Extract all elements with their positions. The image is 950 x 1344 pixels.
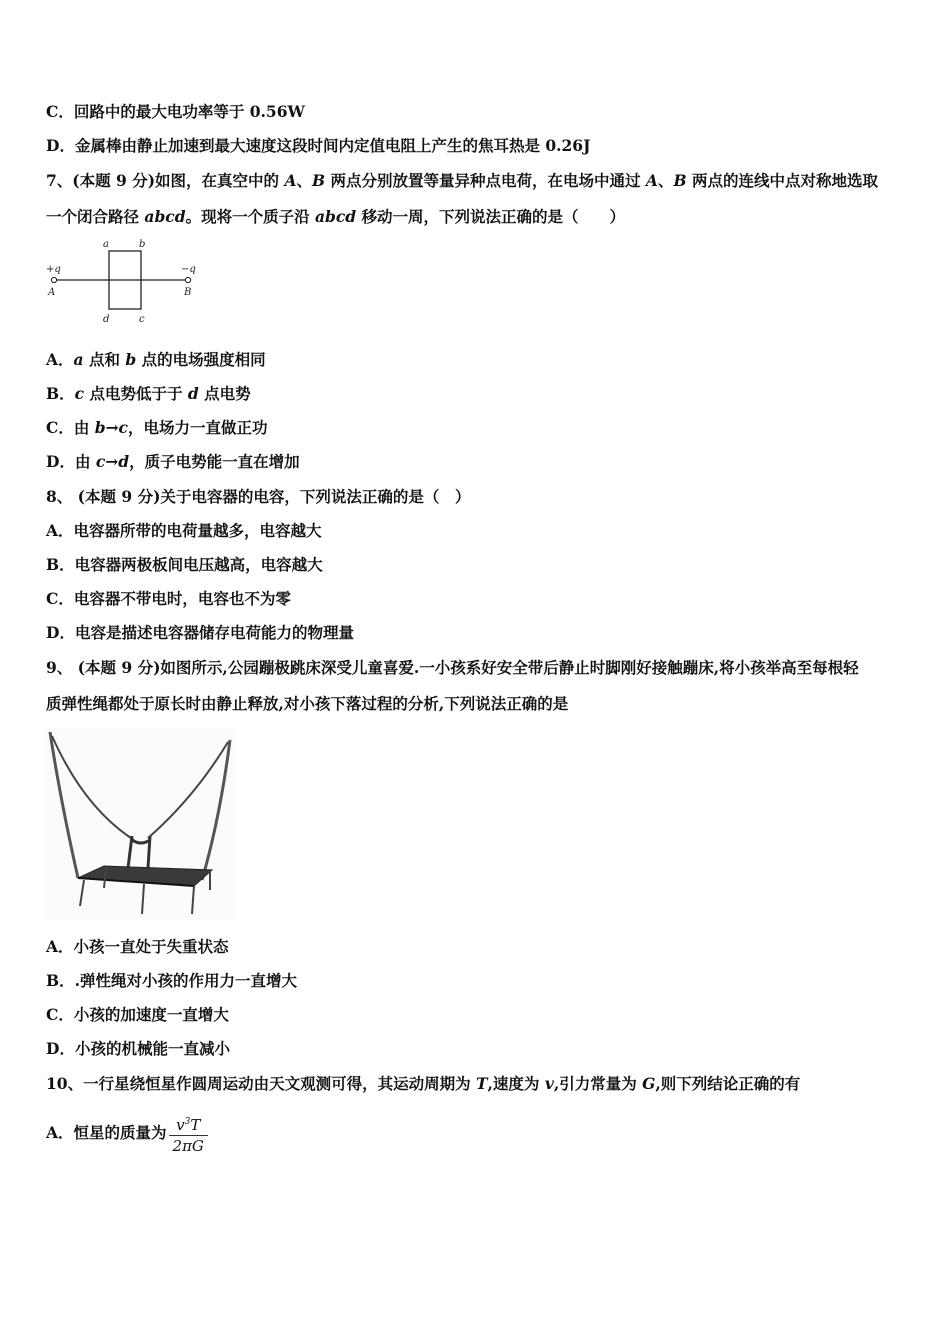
q7-option-d: D．由 c→d，质子电势能一直在增加: [46, 452, 300, 471]
q6-option-d: D．金属棒由静止加速到最大速度这段时间内定值电阻上产生的焦耳热是 0.26J: [46, 136, 591, 155]
q8-option-b: B．电容器两极板间电压越高，电容越大: [46, 555, 323, 574]
q9-option-b: B．.弹性绳对小孩的作用力一直增大: [46, 971, 297, 990]
charge-left-label: +q: [46, 264, 61, 275]
q8-stem: 8、 (本题 9 分)关于电容器的电容，下列说法正确的是（ ）: [46, 487, 471, 506]
point-b-marker: [185, 277, 190, 282]
corner-b-label: b: [139, 239, 146, 250]
q8-option-a: A．电容器所带的电荷量越多，电容越大: [46, 521, 322, 540]
q10-stem: 10、一行星绕恒星作圆周运动由天文观测可得，其运动周期为 T,速度为 v,引力常量为 G,则下列结论正确的有: [46, 1074, 801, 1093]
q9-option-d: D．小孩的机械能一直减小: [46, 1039, 230, 1058]
point-a-label: A: [48, 287, 56, 298]
point-b-label: B: [184, 287, 192, 298]
q8-option-d: D．电容是描述电容器储存电荷能力的物理量: [46, 623, 354, 642]
corner-d-label: d: [103, 314, 110, 325]
q9-stem-line2: 质弹性绳都处于原长时由静止释放,对小孩下落过程的分析,下列说法正确的是: [46, 694, 569, 713]
q7-stem-line2: 一个闭合路径 abcd。现将一个质子沿 abcd 移动一周，下列说法正确的是（ ）: [46, 207, 626, 226]
q7-option-c: C．由 b→c，电场力一直做正功: [46, 418, 268, 437]
q10-option-a: A．恒星的质量为 $\frac{v^3T}{2\pi G}$: [46, 1112, 208, 1156]
q9-stem-line1: 9、 (本题 9 分)如图所示,公园蹦极跳床深受儿童喜爱.一小孩系好安全带后静止时脚刚好接触蹦床,将小孩举高至每根轻: [46, 658, 859, 677]
q9-option-c: C．小孩的加速度一直增大: [46, 1005, 229, 1024]
q7-stem-line1: 7、(本题 9 分)如图，在真空中的 A、B 两点分别放置等量异种点电荷，在电场中通过 A、B 两点的连线中点对称地选取: [46, 171, 878, 190]
corner-c-label: c: [139, 314, 145, 325]
q9-option-a: A．小孩一直处于失重状态: [46, 937, 229, 956]
q7-option-b: B．c 点电势低于于 d 点电势: [46, 384, 251, 403]
q7-option-a: A．a 点和 b 点的电场强度相同: [46, 350, 266, 369]
corner-a-label: a: [103, 239, 109, 250]
q9-trampoline-figure: [44, 728, 236, 920]
q6-option-c: C．回路中的最大电功率等于 0.56W: [46, 102, 305, 121]
mass-fraction: $\frac{v^3T}{2\pi G}$: [169, 1112, 208, 1156]
charge-right-label: −q: [181, 264, 196, 275]
q8-option-c: C．电容器不带电时，电容也不为零: [46, 589, 291, 608]
q7-charge-figure: [40, 236, 220, 328]
point-a-marker: [51, 277, 56, 282]
